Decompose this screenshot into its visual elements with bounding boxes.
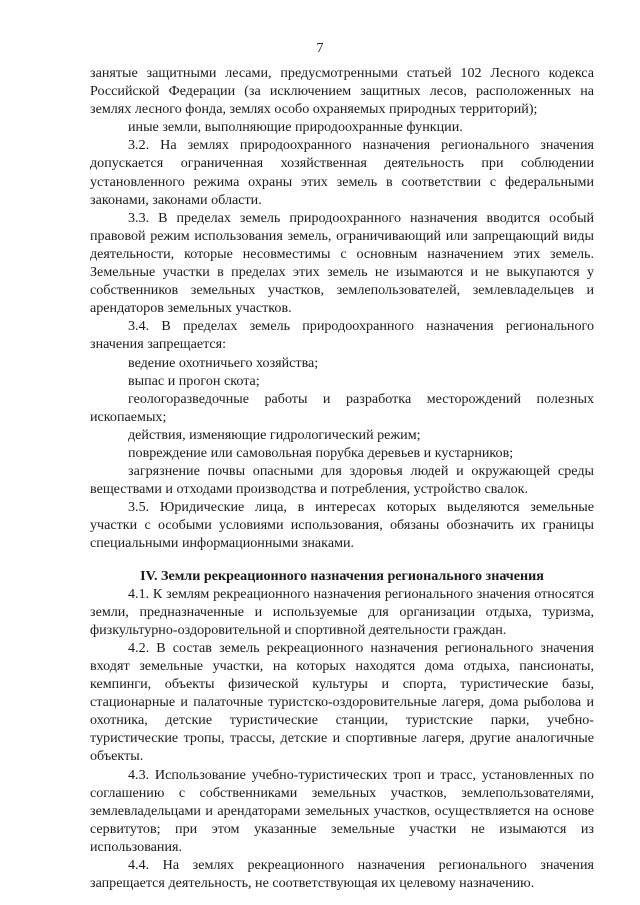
document-body bbox=[90, 64, 594, 892]
page-number: 7 bbox=[316, 41, 324, 56]
paragraph-4-4: 4.4. На землях рекреационного назначения регионального значения запрещается деятельность, не соответствующая их целевому назначению. bbox=[90, 857, 594, 892]
paragraph-4-3: 4.3. Использование учебно-туристических троп и трасс, установленных по соглашению с собственниками земельных участков, землепользователями, землевладельцами и арендаторами земельных участков, осуществляется на основе сервитутов; при этом указанные земельные участки не изымаются из использования. bbox=[90, 766, 594, 855]
paragraph-3-2: 3.2. На землях природоохранного назначения регионального значения допускается ограниченная хозяйственная деятельность при соблюдении установленного режима охраны этих земель в соответствии с федеральными законами, законами области. bbox=[90, 137, 594, 208]
list-item-tree-cutting: повреждение или самовольная порубка деревьев и кустарников; bbox=[128, 444, 514, 461]
paragraph-3-3: 3.3. В пределах земель природоохранного назначения вводится особый правовой режим использования земель, ограничивающий или запрещающий виды деятельности, которые несовместимы с основным назначением этих земель. Земельные участки в пределах этих земель не изымаются и не выкупаются у собственников земельных участков, землепользователей, землевладельцев и арендаторов земельных участков. bbox=[90, 209, 594, 317]
paragraph-3-4: 3.4. В пределах земель природоохранного назначения регионального значения запрещается: bbox=[90, 318, 594, 353]
paragraph-4-2: 4.2. В состав земель рекреационного назначения регионального значения входят земельные участки, на которых находятся дома отдыха, пансионаты, кемпинги, объекты физической культуры и спорта, туристические базы, стационарные и палаточные туристско-оздоровительные лагеря, дома рыболова и охотника, детские туристические станции, туристские парки, учебно-туристические тропы, трассы, детские и спортивные лагеря, другие аналогичные объекты. bbox=[90, 639, 594, 765]
paragraph-3-5: 3.5. Юридические лица, в интересах которых выделяются земельные участки с особыми условиями использования, обязаны обозначить их границы специальными информационными знаками. bbox=[90, 499, 594, 552]
list-item-hunting: ведение охотничьего хозяйства; bbox=[128, 354, 319, 371]
section-spacer bbox=[90, 553, 594, 567]
list-item-geology: геологоразведочные работы и разработка месторождений полезных ископаемых; bbox=[90, 390, 594, 425]
paragraph-other-lands: иные земли, выполняющие природоохранные функции. bbox=[128, 119, 463, 136]
paragraph-protective-forests: занятые защитными лесами, предусмотренными статьей 102 Лесного кодекса Российской Федерации (за исключением защитных лесов, расположенных на землях лесного фонда, землях особо охраняемых природных территорий); bbox=[90, 65, 594, 118]
paragraph-4-1: 4.1. К землям рекреационного назначения регионального значения относятся земли, предназначенные и используемые для организации отдыха, туризма, физкультурно-оздоровительной и спортивной деятельности граждан. bbox=[90, 585, 594, 638]
list-item-grazing: выпас и прогон скота; bbox=[128, 372, 260, 389]
section-heading: IV. Земли рекреационного назначения регионального значения bbox=[140, 567, 544, 584]
list-item-hydrology: действия, изменяющие гидрологический режим; bbox=[128, 426, 421, 443]
list-item-soil-pollution: загрязнение почвы опасными для здоровья людей и окружающей среды веществами и отходами производства и потребления, устройство свалок. bbox=[90, 463, 594, 498]
